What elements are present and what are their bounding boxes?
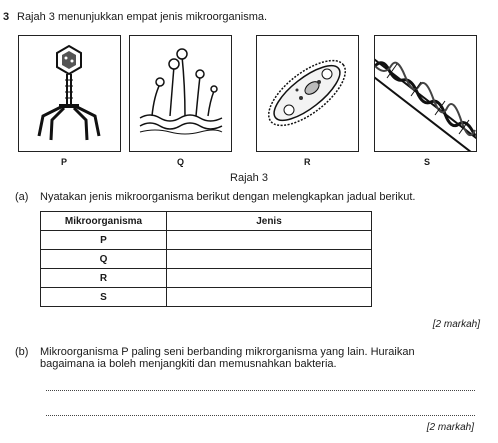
answer-cell[interactable] [167, 269, 372, 288]
part-b-letter: (b) [15, 346, 29, 358]
part-b-line-2: bagaimana ia boleh menjangkiti dan memusnahkan bakteria. [40, 358, 337, 370]
answer-cell[interactable] [167, 231, 372, 250]
table-header-jenis: Jenis [167, 212, 372, 231]
answer-line-2[interactable] [46, 415, 475, 416]
figure-q-box [129, 35, 232, 152]
row-key: R [41, 269, 167, 288]
part-b-marks: [2 markah] [426, 422, 474, 433]
part-a-instruction: Nyatakan jenis mikroorganisma berikut dengan melengkapkan jadual berikut. [40, 191, 416, 203]
row-key: S [41, 288, 167, 307]
table-row [41, 288, 372, 307]
part-b-line-1: Mikroorganisma P paling seni berbanding mikrorganisma yang lain. Huraikan [40, 346, 415, 358]
figure-label-r: R [304, 157, 311, 167]
figure-p-box [18, 35, 121, 152]
figure-caption: Rajah 3 [230, 172, 268, 184]
paramecium-icon [257, 36, 358, 151]
spirogyra-algae-icon [375, 36, 476, 151]
figure-label-p: P [61, 157, 68, 167]
part-a-marks: [2 markah] [432, 319, 480, 330]
figure-r-box [256, 35, 359, 152]
figure-s-box [374, 35, 477, 152]
question-number: 3 [3, 11, 10, 23]
mold-fungus-icon [130, 36, 231, 151]
answer-table [40, 211, 372, 307]
part-a-letter: (a) [15, 191, 29, 203]
row-key: Q [41, 250, 167, 269]
table-row [41, 250, 372, 269]
figure-label-s: S [424, 157, 431, 167]
answer-cell[interactable] [167, 250, 372, 269]
answer-cell[interactable] [167, 288, 372, 307]
table-header-mikroorganisma: Mikroorganisma [41, 212, 167, 231]
bacteriophage-icon [19, 36, 120, 151]
table-header-row [41, 212, 372, 231]
table-row [41, 269, 372, 288]
question-intro: Rajah 3 menunjukkan empat jenis mikroorganisma. [17, 11, 268, 23]
row-key: P [41, 231, 167, 250]
answer-line-1[interactable] [46, 390, 475, 391]
figure-label-q: Q [177, 157, 185, 167]
table-row [41, 231, 372, 250]
